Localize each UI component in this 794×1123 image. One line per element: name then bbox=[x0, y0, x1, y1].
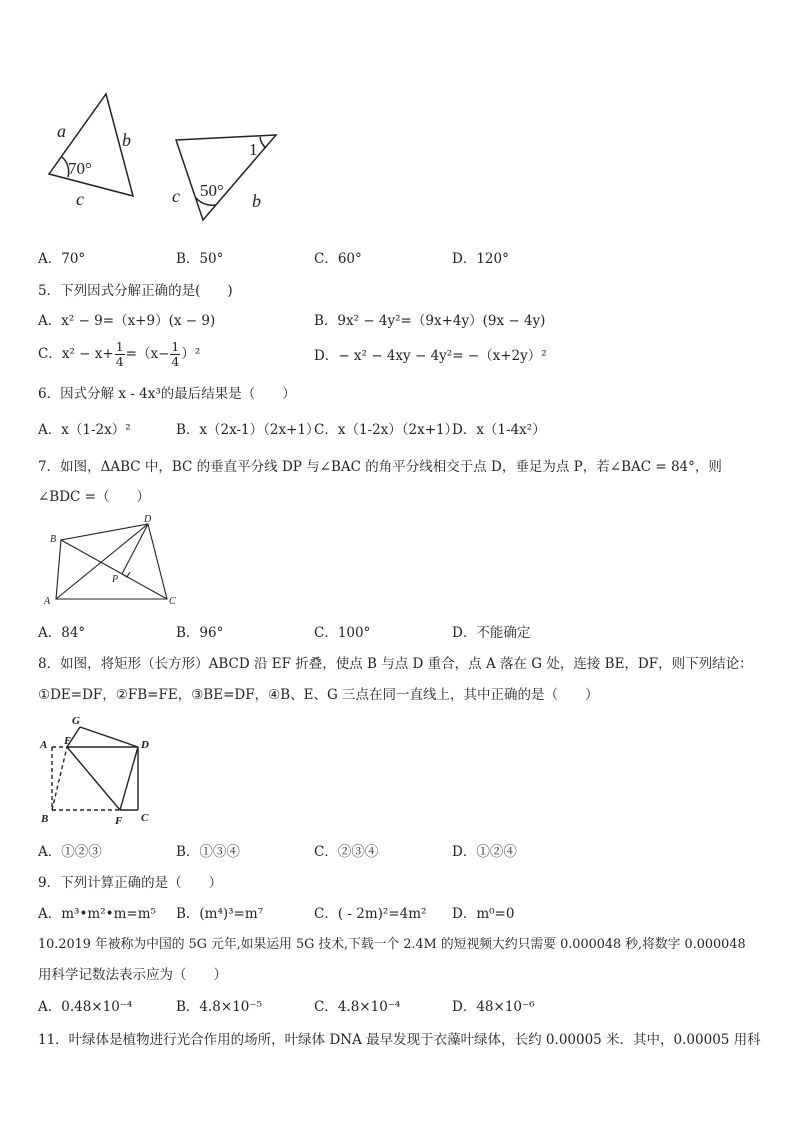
q6-option-d: D．x（1-4x²） bbox=[452, 422, 546, 438]
frac-den: 4 bbox=[115, 354, 124, 369]
q10-stem-line2: 用科学记数法表示应为（ ） bbox=[38, 967, 227, 983]
triangle-1 bbox=[49, 94, 133, 196]
q9-option-b: B．(m⁴)³=m⁷ bbox=[176, 906, 264, 922]
q9-option-d: D．m⁰=0 bbox=[452, 906, 515, 922]
q7-stem-line1: 7．如图，ΔABC 中，BC 的垂直平分线 DP 与∠BAC 的角平分线相交于点 D，垂足为点 P，若∠BAC = 84°，则 bbox=[38, 459, 722, 475]
line-ad bbox=[56, 524, 148, 599]
q11-stem-line1: 11．叶绿体是植物进行光合作用的场所，叶绿体 DNA 最早发现于衣藻叶绿体，长约 0.00005 米．其中，0.00005 用科 bbox=[38, 1032, 761, 1048]
q6-option-b: B．x（2x-1）（2x+1） bbox=[176, 422, 320, 438]
triangle-2 bbox=[176, 135, 276, 220]
q5-c-mid: =（x− bbox=[125, 346, 170, 362]
q4-option-b: B．50° bbox=[176, 251, 224, 267]
point-b-label: B bbox=[50, 534, 57, 545]
q5-c-pre: C．x² − x+ bbox=[38, 346, 114, 362]
q9-stem: 9．下列计算正确的是（ ） bbox=[38, 875, 223, 891]
line-df bbox=[120, 747, 138, 810]
point-d-label: D bbox=[144, 514, 152, 525]
label-c2: c bbox=[172, 186, 180, 206]
q9-option-c: C．( - 2m)²=4m² bbox=[314, 906, 427, 922]
frac-den: 4 bbox=[171, 354, 180, 369]
q8-option-b: B．①③④ bbox=[176, 844, 240, 860]
line-be-dashed bbox=[52, 747, 67, 810]
q10-stem-line1: 10.2019 年被称为中国的 5G 元年,如果运用 5G 技术,下载一个 2.4M 的短视频大约只需要 0.000048 秒,将数字 0.000048 bbox=[38, 937, 746, 952]
q5-option-c bbox=[38, 340, 200, 369]
q4-option-c: C．60° bbox=[314, 251, 362, 267]
q6-option-c: C．x（1-2x）（2x+1） bbox=[314, 422, 459, 438]
q10-option-d: D．48×10⁻⁶ bbox=[452, 999, 535, 1015]
q6-stem: 6．因式分解 x - 4x³的最后结果是（ ） bbox=[38, 386, 296, 402]
q7-option-c: C．100° bbox=[314, 625, 371, 641]
q5-stem: 5．下列因式分解正确的是( ) bbox=[38, 283, 233, 299]
q5-option-b: B．9x² − 4y²=（9x+4y）(9x − 4y) bbox=[314, 313, 546, 329]
frac-num: 1 bbox=[115, 339, 124, 354]
point-a-label: A bbox=[44, 596, 51, 607]
line-gd bbox=[80, 727, 138, 747]
q5-c-frac-2 bbox=[170, 340, 180, 369]
label-c: c bbox=[76, 189, 84, 209]
point-d-label: D bbox=[141, 739, 149, 751]
line-bc bbox=[61, 540, 167, 599]
q8-option-c: C．②③④ bbox=[314, 844, 379, 860]
point-p-label: P bbox=[112, 574, 119, 585]
angle-70-label: 70° bbox=[68, 159, 92, 178]
q8-stem-line1: 8．如图，将矩形（长方形）ABCD 沿 EF 折叠，使点 B 与点 D 重合，点 A 落在 G 处，连接 BE，DF，则下列结论： bbox=[38, 656, 753, 672]
quad-abdc bbox=[56, 524, 167, 599]
angle-arc-1 bbox=[260, 137, 266, 148]
q5-c-post: ）² bbox=[181, 346, 201, 362]
point-g-label: G bbox=[72, 715, 80, 727]
q7-option-d: D．不能确定 bbox=[452, 625, 531, 641]
q8-option-d: D．①②④ bbox=[452, 844, 517, 860]
q7-option-a: A．84° bbox=[38, 625, 86, 641]
point-b-label: B bbox=[41, 813, 49, 825]
angle-50-label: 50° bbox=[200, 181, 224, 200]
q4-figure bbox=[38, 88, 298, 223]
point-f-label: F bbox=[115, 815, 123, 827]
q8-figure bbox=[38, 713, 163, 828]
q9-option-a: A．m³•m²•m=m⁵ bbox=[38, 906, 156, 922]
frac-num: 1 bbox=[171, 339, 180, 354]
point-c-label: C bbox=[141, 812, 149, 824]
angle-1-label: 1 bbox=[249, 140, 258, 159]
q6-option-a: A．x（1-2x）² bbox=[38, 422, 131, 438]
label-b2: b bbox=[252, 191, 261, 211]
point-e-label: E bbox=[64, 735, 72, 747]
label-b: b bbox=[122, 130, 131, 150]
q10-option-c: C．4.8×10⁻⁴ bbox=[314, 999, 401, 1015]
q5-option-d: D．− x² − 4xy − 4y²= −（x+2y）² bbox=[314, 348, 547, 364]
line-ef bbox=[67, 747, 120, 810]
q7-stem-line2: ∠BDC =（ ） bbox=[38, 489, 150, 505]
q10-option-a: A．0.48×10⁻⁴ bbox=[38, 999, 133, 1015]
q4-option-d: D．120° bbox=[452, 251, 509, 267]
q5-c-frac-1 bbox=[115, 340, 125, 369]
q8-option-a: A．①②③ bbox=[38, 844, 102, 860]
line-dp bbox=[122, 524, 148, 574]
q10-option-b: B．4.8×10⁻⁵ bbox=[176, 999, 262, 1015]
q5-option-a: A．x² − 9=（x+9）(x − 9) bbox=[38, 313, 216, 329]
point-c-label: C bbox=[169, 596, 176, 607]
q4-option-a: A．70° bbox=[38, 251, 86, 267]
label-a: a bbox=[57, 121, 66, 141]
q7-figure bbox=[38, 512, 188, 612]
q7-option-b: B．96° bbox=[176, 625, 224, 641]
point-a-label: A bbox=[40, 739, 48, 751]
q8-stem-line2: ①DE=DF，②FB=FE，③BE=DF，④B、E、G 三点在同一直线上，其中正确的是（ ） bbox=[38, 687, 599, 703]
